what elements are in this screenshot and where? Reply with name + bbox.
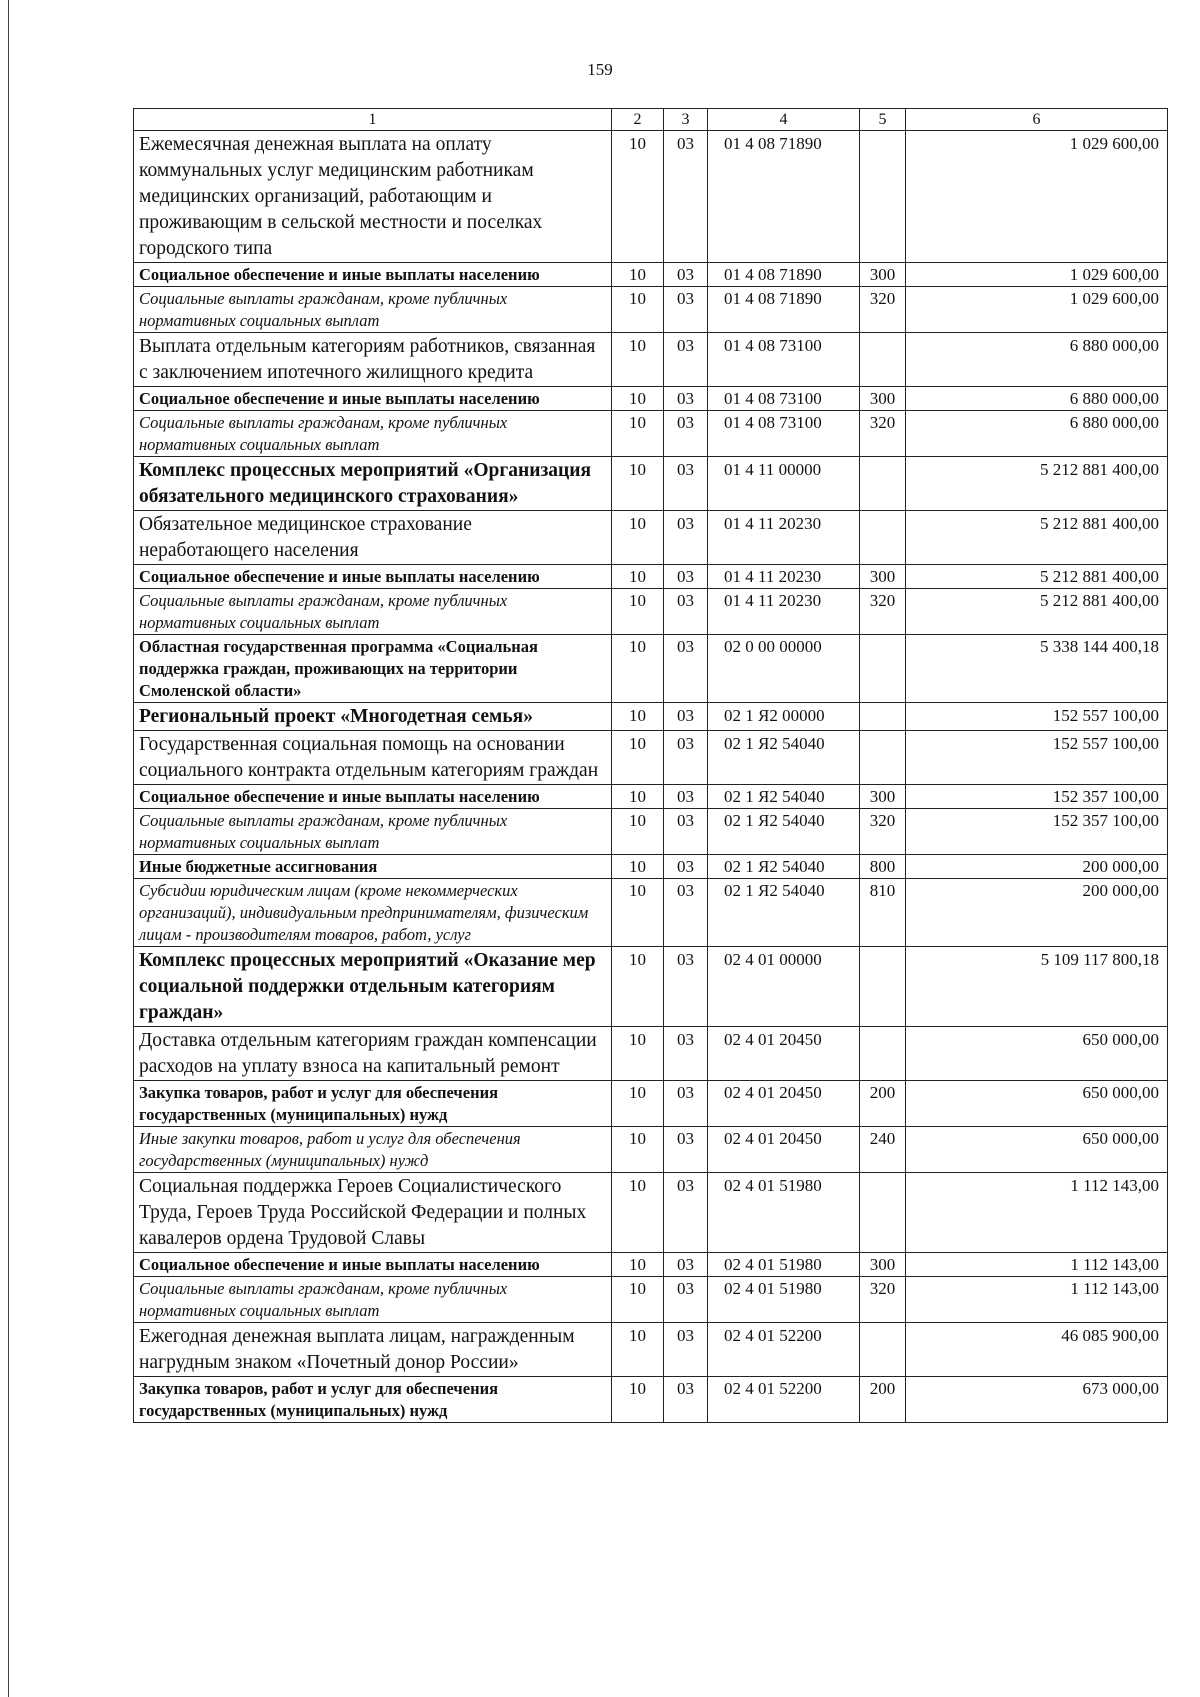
cell-subsection: 03 — [664, 457, 708, 511]
table-row — [134, 809, 1168, 855]
cell-expense-type: 320 — [860, 287, 906, 333]
cell-subsection: 03 — [664, 1377, 708, 1423]
cell-expense-type: 300 — [860, 263, 906, 287]
cell-amount: 650 000,00 — [906, 1081, 1168, 1127]
table-row — [134, 1081, 1168, 1127]
cell-target-code: 02 1 Я2 54040 — [708, 731, 860, 785]
cell-section: 10 — [612, 333, 664, 387]
cell-subsection: 03 — [664, 589, 708, 635]
cell-target-code: 02 1 Я2 54040 — [708, 809, 860, 855]
header-cell-2: 2 — [612, 109, 664, 131]
cell-section: 10 — [612, 1377, 664, 1423]
header-cell-6: 6 — [906, 109, 1168, 131]
budget-table-wrapper — [133, 108, 1167, 1423]
cell-expense-type: 200 — [860, 1377, 906, 1423]
cell-amount: 1 112 143,00 — [906, 1277, 1168, 1323]
cell-amount: 673 000,00 — [906, 1377, 1168, 1423]
table-row — [134, 333, 1168, 387]
cell-name: Закупка товаров, работ и услуг для обеспечения государственных (муниципальных) нужд — [134, 1081, 612, 1127]
cell-name: Выплата отдельным категориям работников, связанная с заключением ипотечного жилищного кредита — [134, 333, 612, 387]
table-row — [134, 1323, 1168, 1377]
cell-expense-type — [860, 1323, 906, 1377]
cell-name: Социальное обеспечение и иные выплаты населению — [134, 785, 612, 809]
cell-name: Областная государственная программа «Социальная поддержка граждан, проживающих на территории Смоленской области» — [134, 635, 612, 703]
cell-amount: 5 212 881 400,00 — [906, 589, 1168, 635]
cell-expense-type: 800 — [860, 855, 906, 879]
cell-name: Социальные выплаты гражданам, кроме публичных нормативных социальных выплат — [134, 411, 612, 457]
cell-target-code: 02 4 01 51980 — [708, 1277, 860, 1323]
cell-expense-type: 300 — [860, 1253, 906, 1277]
table-row — [134, 1277, 1168, 1323]
cell-amount: 5 212 881 400,00 — [906, 457, 1168, 511]
cell-expense-type: 810 — [860, 879, 906, 947]
cell-name: Обязательное медицинское страхование неработающего населения — [134, 511, 612, 565]
cell-subsection: 03 — [664, 411, 708, 457]
cell-section: 10 — [612, 511, 664, 565]
cell-section: 10 — [612, 1277, 664, 1323]
cell-section: 10 — [612, 263, 664, 287]
cell-subsection: 03 — [664, 1127, 708, 1173]
cell-expense-type — [860, 731, 906, 785]
cell-target-code: 01 4 11 20230 — [708, 511, 860, 565]
cell-subsection: 03 — [664, 387, 708, 411]
cell-target-code: 01 4 08 73100 — [708, 387, 860, 411]
page-number: 159 — [587, 60, 613, 79]
cell-amount: 200 000,00 — [906, 855, 1168, 879]
header-cell-5: 5 — [860, 109, 906, 131]
cell-section: 10 — [612, 1081, 664, 1127]
table-row — [134, 731, 1168, 785]
table-header-row — [134, 109, 1168, 131]
cell-amount: 152 557 100,00 — [906, 731, 1168, 785]
table-row — [134, 565, 1168, 589]
cell-expense-type: 320 — [860, 589, 906, 635]
cell-expense-type — [860, 131, 906, 263]
cell-amount: 46 085 900,00 — [906, 1323, 1168, 1377]
cell-subsection: 03 — [664, 635, 708, 703]
table-row — [134, 1127, 1168, 1173]
cell-subsection: 03 — [664, 1253, 708, 1277]
cell-target-code: 01 4 11 20230 — [708, 589, 860, 635]
cell-amount: 5 212 881 400,00 — [906, 565, 1168, 589]
cell-section: 10 — [612, 457, 664, 511]
cell-name: Социальное обеспечение и иные выплаты населению — [134, 565, 612, 589]
cell-subsection: 03 — [664, 1173, 708, 1253]
cell-amount: 6 880 000,00 — [906, 411, 1168, 457]
cell-amount: 152 557 100,00 — [906, 703, 1168, 731]
cell-target-code: 01 4 11 00000 — [708, 457, 860, 511]
cell-section: 10 — [612, 635, 664, 703]
cell-amount: 200 000,00 — [906, 879, 1168, 947]
cell-name: Социальное обеспечение и иные выплаты населению — [134, 387, 612, 411]
cell-target-code: 02 4 01 00000 — [708, 947, 860, 1027]
cell-name: Закупка товаров, работ и услуг для обеспечения государственных (муниципальных) нужд — [134, 1377, 612, 1423]
table-row — [134, 1253, 1168, 1277]
table-row — [134, 1377, 1168, 1423]
cell-section: 10 — [612, 947, 664, 1027]
cell-amount: 152 357 100,00 — [906, 785, 1168, 809]
cell-amount: 152 357 100,00 — [906, 809, 1168, 855]
cell-name: Иные бюджетные ассигнования — [134, 855, 612, 879]
cell-subsection: 03 — [664, 809, 708, 855]
cell-section: 10 — [612, 287, 664, 333]
table-row — [134, 131, 1168, 263]
cell-expense-type — [860, 703, 906, 731]
cell-section: 10 — [612, 387, 664, 411]
table-row — [134, 1173, 1168, 1253]
cell-target-code: 01 4 08 71890 — [708, 131, 860, 263]
cell-target-code: 02 1 Я2 54040 — [708, 785, 860, 809]
cell-subsection: 03 — [664, 333, 708, 387]
cell-target-code: 02 0 00 00000 — [708, 635, 860, 703]
cell-target-code: 02 4 01 51980 — [708, 1253, 860, 1277]
cell-target-code: 02 4 01 52200 — [708, 1323, 860, 1377]
cell-expense-type: 320 — [860, 1277, 906, 1323]
cell-expense-type — [860, 947, 906, 1027]
cell-expense-type — [860, 635, 906, 703]
cell-name: Ежемесячная денежная выплата на оплату коммунальных услуг медицинским работникам медицинских организаций, работающим и проживающим в сельской местности и поселках городского типа — [134, 131, 612, 263]
table-body — [134, 109, 1168, 1423]
table-row — [134, 589, 1168, 635]
table-row — [134, 785, 1168, 809]
cell-subsection: 03 — [664, 703, 708, 731]
table-row — [134, 635, 1168, 703]
cell-name: Социальные выплаты гражданам, кроме публичных нормативных социальных выплат — [134, 589, 612, 635]
cell-subsection: 03 — [664, 1027, 708, 1081]
cell-expense-type — [860, 333, 906, 387]
cell-expense-type — [860, 1173, 906, 1253]
cell-expense-type — [860, 511, 906, 565]
cell-name: Ежегодная денежная выплата лицам, награжденным нагрудным знаком «Почетный донор России» — [134, 1323, 612, 1377]
cell-amount: 1 029 600,00 — [906, 131, 1168, 263]
cell-subsection: 03 — [664, 947, 708, 1027]
cell-subsection: 03 — [664, 731, 708, 785]
cell-name: Иные закупки товаров, работ и услуг для обеспечения государственных (муниципальных) нужд — [134, 1127, 612, 1173]
cell-amount: 5 338 144 400,18 — [906, 635, 1168, 703]
cell-expense-type: 240 — [860, 1127, 906, 1173]
cell-amount: 1 029 600,00 — [906, 287, 1168, 333]
table-row — [134, 703, 1168, 731]
cell-name: Социальная поддержка Героев Социалистического Труда, Героев Труда Российской Федерации и полных кавалеров ордена Трудовой Славы — [134, 1173, 612, 1253]
cell-section: 10 — [612, 589, 664, 635]
cell-section: 10 — [612, 1323, 664, 1377]
cell-target-code: 02 4 01 52200 — [708, 1377, 860, 1423]
cell-target-code: 01 4 08 73100 — [708, 333, 860, 387]
cell-subsection: 03 — [664, 565, 708, 589]
cell-amount: 6 880 000,00 — [906, 333, 1168, 387]
cell-subsection: 03 — [664, 511, 708, 565]
table-row — [134, 1027, 1168, 1081]
table-row — [134, 263, 1168, 287]
table-row — [134, 879, 1168, 947]
cell-name: Социальное обеспечение и иные выплаты населению — [134, 263, 612, 287]
cell-expense-type: 300 — [860, 565, 906, 589]
cell-amount: 1 029 600,00 — [906, 263, 1168, 287]
header-cell-1: 1 — [134, 109, 612, 131]
cell-name: Субсидии юридическим лицам (кроме некоммерческих организаций), индивидуальным предпринимателям, физическим лицам - производителям товаров, работ, услуг — [134, 879, 612, 947]
table-row — [134, 287, 1168, 333]
cell-subsection: 03 — [664, 855, 708, 879]
cell-amount: 5 212 881 400,00 — [906, 511, 1168, 565]
cell-target-code: 02 4 01 51980 — [708, 1173, 860, 1253]
cell-expense-type — [860, 457, 906, 511]
cell-subsection: 03 — [664, 263, 708, 287]
cell-amount: 1 112 143,00 — [906, 1253, 1168, 1277]
cell-expense-type — [860, 1027, 906, 1081]
cell-section: 10 — [612, 855, 664, 879]
cell-target-code: 02 1 Я2 54040 — [708, 855, 860, 879]
cell-section: 10 — [612, 785, 664, 809]
cell-subsection: 03 — [664, 1081, 708, 1127]
cell-expense-type: 300 — [860, 785, 906, 809]
scan-margin-line — [8, 0, 9, 1697]
cell-target-code: 02 4 01 20450 — [708, 1027, 860, 1081]
cell-name: Государственная социальная помощь на основании социального контракта отдельным категориям граждан — [134, 731, 612, 785]
cell-name: Социальные выплаты гражданам, кроме публичных нормативных социальных выплат — [134, 287, 612, 333]
cell-section: 10 — [612, 1253, 664, 1277]
cell-section: 10 — [612, 731, 664, 785]
cell-name: Региональный проект «Многодетная семья» — [134, 703, 612, 731]
cell-expense-type: 300 — [860, 387, 906, 411]
cell-subsection: 03 — [664, 131, 708, 263]
cell-amount: 1 112 143,00 — [906, 1173, 1168, 1253]
cell-amount: 650 000,00 — [906, 1127, 1168, 1173]
cell-section: 10 — [612, 1027, 664, 1081]
cell-section: 10 — [612, 131, 664, 263]
cell-section: 10 — [612, 565, 664, 589]
cell-target-code: 01 4 08 71890 — [708, 287, 860, 333]
table-row — [134, 457, 1168, 511]
cell-name: Доставка отдельным категориям граждан компенсации расходов на уплату взноса на капитальный ремонт — [134, 1027, 612, 1081]
cell-target-code: 02 4 01 20450 — [708, 1081, 860, 1127]
table-row — [134, 411, 1168, 457]
cell-section: 10 — [612, 1173, 664, 1253]
cell-target-code: 01 4 08 71890 — [708, 263, 860, 287]
cell-expense-type: 320 — [860, 411, 906, 457]
table-row — [134, 511, 1168, 565]
cell-section: 10 — [612, 809, 664, 855]
cell-name: Социальное обеспечение и иные выплаты населению — [134, 1253, 612, 1277]
cell-subsection: 03 — [664, 287, 708, 333]
cell-section: 10 — [612, 411, 664, 457]
header-cell-3: 3 — [664, 109, 708, 131]
table-row — [134, 947, 1168, 1027]
cell-target-code: 02 1 Я2 54040 — [708, 879, 860, 947]
cell-target-code: 01 4 11 20230 — [708, 565, 860, 589]
cell-amount: 6 880 000,00 — [906, 387, 1168, 411]
cell-section: 10 — [612, 703, 664, 731]
cell-name: Социальные выплаты гражданам, кроме публичных нормативных социальных выплат — [134, 1277, 612, 1323]
cell-section: 10 — [612, 879, 664, 947]
budget-table — [133, 108, 1168, 1423]
cell-section: 10 — [612, 1127, 664, 1173]
cell-name: Комплекс процессных мероприятий «Оказание мер социальной поддержки отдельным категориям граждан» — [134, 947, 612, 1027]
cell-subsection: 03 — [664, 879, 708, 947]
cell-subsection: 03 — [664, 785, 708, 809]
table-row — [134, 855, 1168, 879]
cell-target-code: 01 4 08 73100 — [708, 411, 860, 457]
cell-name: Комплекс процессных мероприятий «Организация обязательного медицинского страхования» — [134, 457, 612, 511]
header-cell-4: 4 — [708, 109, 860, 131]
table-row — [134, 387, 1168, 411]
cell-subsection: 03 — [664, 1277, 708, 1323]
cell-amount: 5 109 117 800,18 — [906, 947, 1168, 1027]
cell-name: Социальные выплаты гражданам, кроме публичных нормативных социальных выплат — [134, 809, 612, 855]
cell-target-code: 02 1 Я2 00000 — [708, 703, 860, 731]
cell-expense-type: 320 — [860, 809, 906, 855]
cell-amount: 650 000,00 — [906, 1027, 1168, 1081]
cell-subsection: 03 — [664, 1323, 708, 1377]
cell-target-code: 02 4 01 20450 — [708, 1127, 860, 1173]
cell-expense-type: 200 — [860, 1081, 906, 1127]
